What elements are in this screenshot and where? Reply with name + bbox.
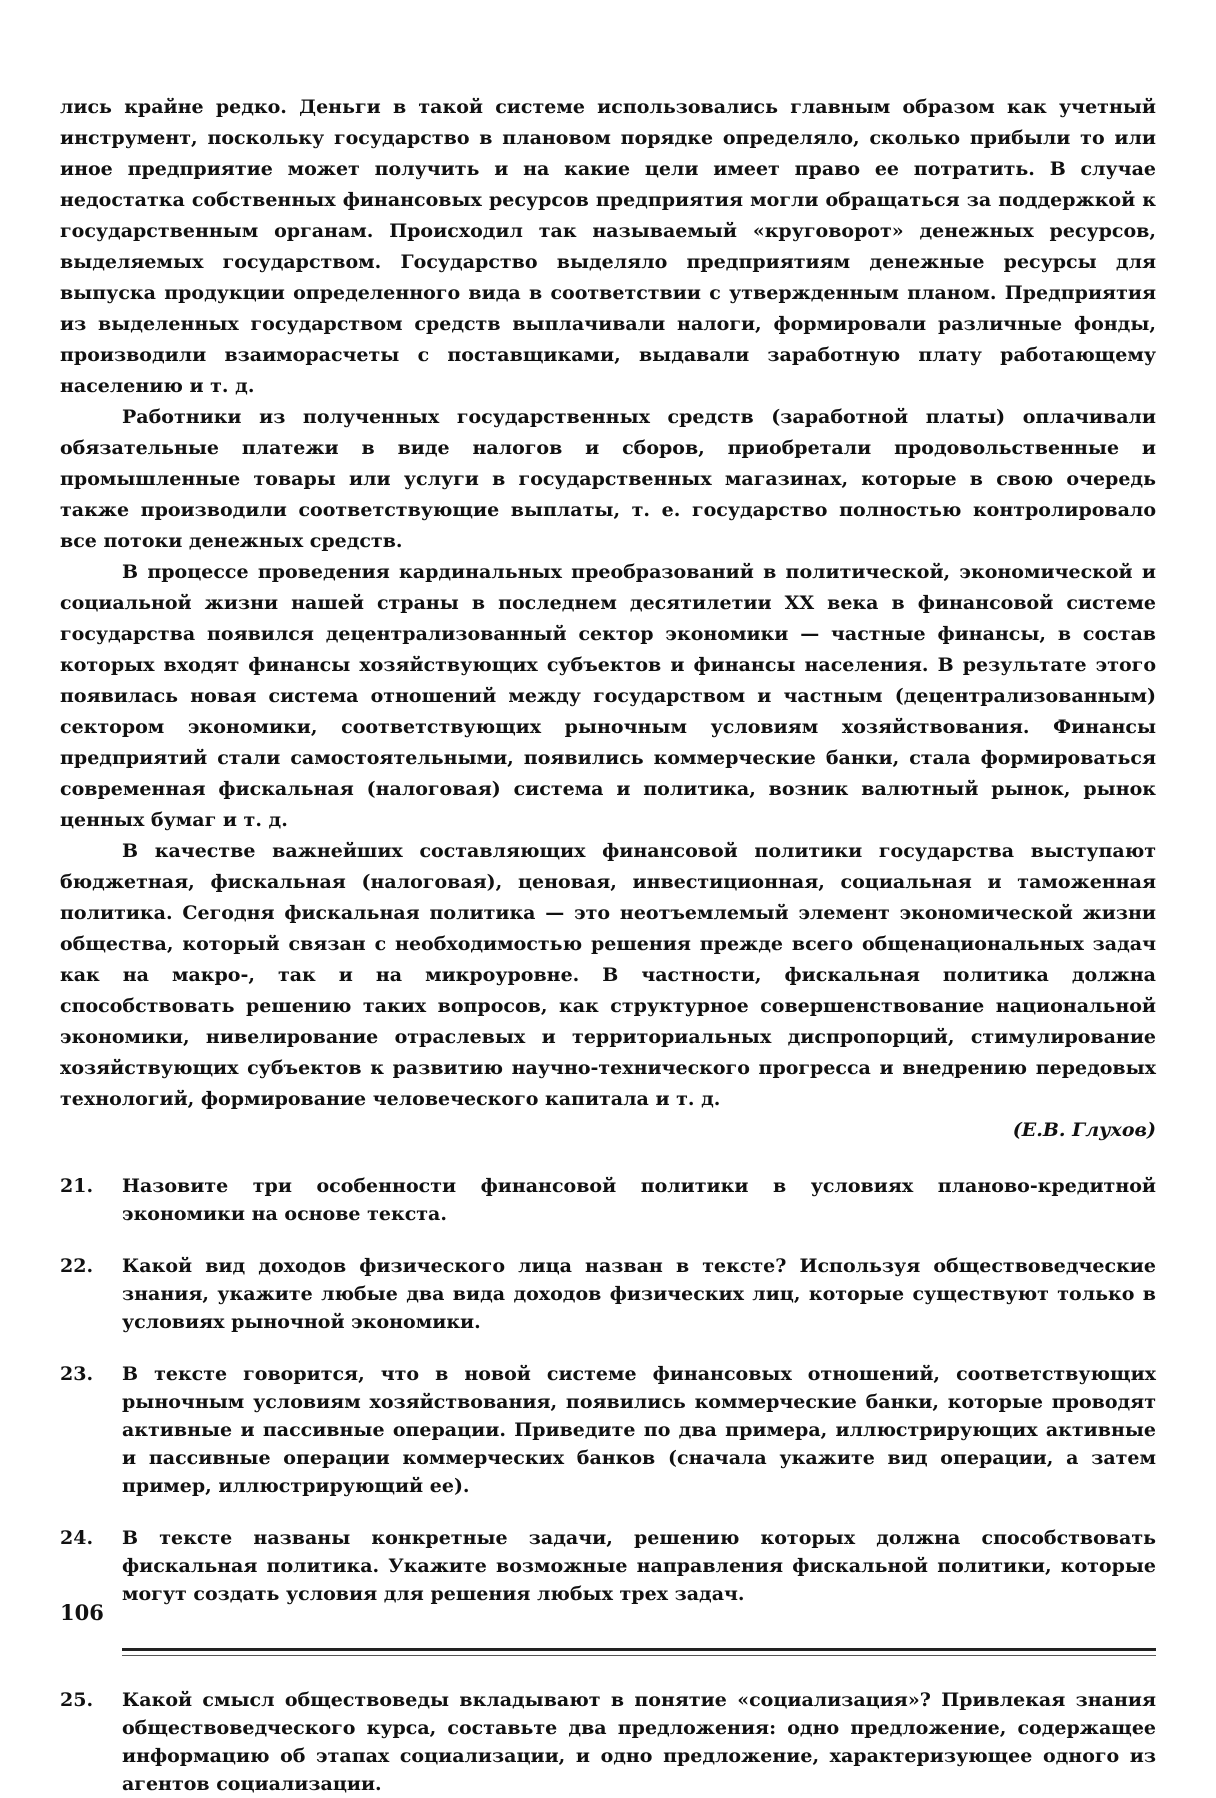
question-24 bbox=[60, 1524, 1156, 1608]
question-21 bbox=[60, 1172, 1156, 1228]
text-paragraph-3: В процессе проведения кардинальных преобразований в политической, экономической и социальной жизни нашей страны в последнем десятилетии XX века в финансовой системе государства появился децентрализованный сектор экономики — частные финансы, в состав которых входят финансы хозяйствующих субъектов и финансы населения. В результате этого появилась новая система отношений между государством и частным (децентрализованным) сектором экономики, соответствующих рыночным условиям хозяйствования. Финансы предприятий стали самостоятельными, появились коммерческие банки, стала формироваться современная фискальная (налоговая) система и политика, возник валютный рынок, рынок ценных бумаг и т. д. bbox=[60, 561, 1156, 831]
question-number: 24. bbox=[60, 1527, 94, 1549]
question-text: Какой вид доходов физического лица назван в тексте? Используя обществоведческие знания, укажите любые два вида доходов физических лиц, которые существуют только в условиях рыночной экономики. bbox=[122, 1255, 1156, 1333]
question-text: В тексте говорится, что в новой системе финансовых отношений, соответствующих рыночным условиям хозяйствования, появились коммерческие банки, которые проводят активные и пассивные операции. Приведите по два примера, иллюстрирующих активные и пассивные операции коммерческих банков (сначала укажите вид операции, а затем пример, иллюстрирующий ее). bbox=[122, 1363, 1156, 1497]
question-23 bbox=[60, 1360, 1156, 1500]
page-number: 106 bbox=[60, 1600, 104, 1625]
page-content bbox=[60, 92, 1156, 1798]
text-paragraph-2: Работники из полученных государственных средств (заработной платы) оплачивали обязательные платежи в виде налогов и сборов, приобретали продовольственные и промышленные товары или услуги в государственных магазинах, которые в свою очередь также производили соответствующие выплаты, т. е. государство полностью контролировало все потоки денежных средств. bbox=[60, 406, 1156, 552]
question-25 bbox=[60, 1686, 1156, 1798]
divider-thick bbox=[122, 1648, 1156, 1651]
question-number: 22. bbox=[60, 1255, 94, 1277]
text-paragraph-1: лись крайне редко. Деньги в такой системе использовались главным образом как учетный инструмент, поскольку государство в плановом порядке определяло, сколько прибыли то или иное предприятие может получить и на какие цели имеет право ее потратить. В случае недостатка собственных финансовых ресурсов предприятия могли обращаться за поддержкой к государственным органам. Происходил так называемый «круговорот» денежных ресурсов, выделяемых государством. Государство выделяло предприятиям денежные ресурсы для выпуска продукции определенного вида в соответствии с утвержденным планом. Предприятия из выделенных государством средств выплачивали налоги, формировали различные фонды, производили взаиморасчеты с поставщиками, выдавали заработную плату работающему населению и т. д. bbox=[60, 96, 1156, 397]
question-text: Какой смысл обществоведы вкладывают в понятие «социализация»? Привлекая знания обществоведческого курса, составьте два предложения: одно предложение, содержащее информацию об этапах социализации, и одно предложение, характеризующее одного из агентов социализации. bbox=[122, 1689, 1156, 1795]
question-number: 21. bbox=[60, 1175, 94, 1197]
author-attribution: (Е.В. Глухов) bbox=[1012, 1119, 1156, 1141]
question-number: 25. bbox=[60, 1689, 94, 1711]
section-divider bbox=[122, 1648, 1156, 1656]
question-text: В тексте названы конкретные задачи, решению которых должна способствовать фискальная политика. Укажите возможные направления фискальной политики, которые могут создать условия для решения любых трех задач. bbox=[122, 1527, 1156, 1605]
question-number: 23. bbox=[60, 1363, 94, 1385]
question-22 bbox=[60, 1252, 1156, 1336]
question-text: Назовите три особенности финансовой политики в условиях планово-кредитной экономики на основе текста. bbox=[122, 1175, 1156, 1225]
text-paragraph-4: В качестве важнейших составляющих финансовой политики государства выступают бюджетная, фискальная (налоговая), ценовая, инвестиционная, социальная и таможенная политика. Сегодня фискальная политика — это неотъемлемый элемент экономической жизни общества, который связан с необходимостью решения прежде всего общенациональных задач как на макро-, так и на микроуровне. В частности, фискальная политика должна способствовать решению таких вопросов, как структурное совершенствование национальной экономики, нивелирование отраслевых и территориальных диспропорций, стимулирование хозяйствующих субъектов к развитию научно-технического прогресса и внедрению передовых технологий, формирование человеческого капитала и т. д. bbox=[60, 840, 1156, 1110]
